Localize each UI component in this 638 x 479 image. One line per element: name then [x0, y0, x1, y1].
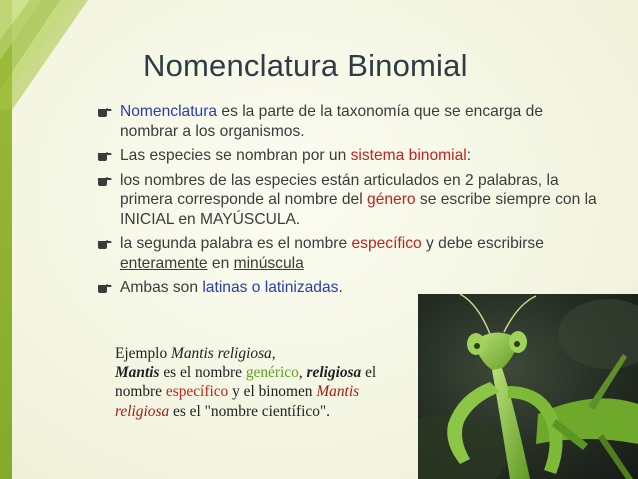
bullet-item: [98, 102, 598, 141]
epithet-name: religiosa: [306, 364, 362, 382]
praying-mantis-photo: [418, 294, 638, 479]
bullet-text: .: [338, 279, 343, 296]
highlighted-term: enteramente: [120, 254, 208, 272]
example-text: y el binomen: [228, 383, 317, 401]
bullet-text: en: [207, 254, 234, 272]
highlighted-term: latinas o latinizadas: [202, 279, 339, 296]
highlighted-term: sistema binomial: [350, 147, 467, 164]
bullet-text: :: [466, 147, 472, 164]
pointing-hand-icon: [98, 151, 112, 161]
bullet-text: es la parte de la taxonomía que se encarga de nombrar a los organismos.: [120, 103, 544, 140]
example-textbox: [115, 344, 415, 421]
example-text: ,: [271, 345, 276, 362]
example-text: ,: [298, 364, 307, 382]
bullet-text: Ambas son: [120, 279, 203, 296]
bullet-text: los nombres de las especies están articulados en 2 palabras, la primera corresponde al nombre del: [120, 171, 559, 208]
bullet-item: [98, 146, 598, 166]
pointing-hand-icon: [98, 107, 112, 117]
example-line-1: [115, 344, 415, 363]
pointing-hand-icon: [98, 283, 112, 293]
generic-term: genérico: [245, 364, 299, 382]
example-text: es el "nombre científico".: [169, 402, 331, 420]
genus-italic: Mantis: [316, 383, 360, 401]
epithet-italic: religiosa: [115, 402, 170, 420]
example-text: es el nombre: [159, 364, 246, 382]
bullet-text: Las especies se nombran por un: [120, 147, 351, 164]
bullet-item: [98, 171, 598, 230]
example-text: nombre: [115, 383, 166, 401]
example-line-3: [115, 382, 415, 401]
pointing-hand-icon: [98, 239, 112, 249]
highlighted-term: género: [367, 191, 416, 208]
genus-name: Mantis: [115, 364, 160, 382]
bullet-text: se escribe siempre con la INICIAL en MAYÚSCULA.: [120, 191, 597, 228]
slide-title: Nomenclatura Binomial: [143, 48, 468, 83]
bullet-item: [98, 234, 598, 273]
corner-decoration: [0, 0, 115, 110]
mantis-illustration: [418, 294, 638, 479]
bullet-text: y debe escribirse: [421, 235, 544, 252]
highlighted-term: específico: [351, 235, 422, 252]
specific-term: específico: [165, 383, 229, 401]
example-line-4: [115, 402, 415, 421]
example-text: el: [361, 364, 377, 382]
bullet-text: la segunda palabra es el nombre: [120, 235, 352, 252]
highlighted-term: Nomenclatura: [120, 103, 218, 120]
example-line-2: [115, 363, 415, 382]
example-text: Ejemplo: [115, 345, 171, 362]
species-name: Mantis religiosa: [171, 345, 272, 362]
pointing-hand-icon: [98, 176, 112, 186]
bullet-list: [98, 102, 598, 303]
highlighted-term: minúscula: [233, 254, 304, 272]
